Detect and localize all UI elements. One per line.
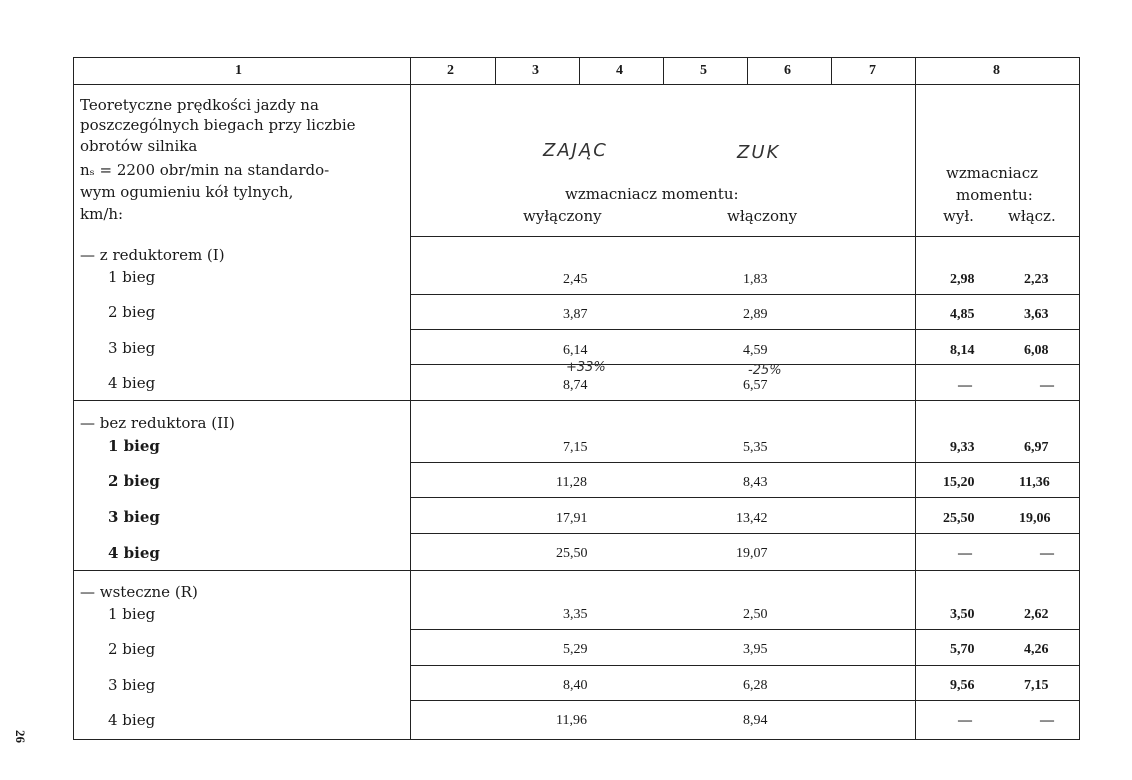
handwritten-percent: -25% [748, 363, 782, 378]
col-number: 1 [235, 63, 242, 78]
col-number: 7 [869, 63, 876, 78]
value-c8-off: — [958, 378, 972, 393]
row-label: 3 bieg [108, 676, 156, 694]
row-label: 1 bieg [108, 605, 156, 623]
row-divider [410, 462, 1080, 463]
col-number: 3 [532, 63, 539, 78]
col-number: 8 [993, 63, 1000, 78]
row-divider [410, 329, 1080, 330]
value-on: 5,35 [743, 440, 768, 455]
value-c8-on: 11,36 [1019, 475, 1050, 490]
value-off: 3,35 [563, 607, 588, 622]
value-c8-off: 9,56 [950, 678, 975, 693]
value-off: 6,14 [563, 343, 588, 358]
value-off: 17,91 [556, 511, 588, 526]
value-on: 2,50 [743, 607, 768, 622]
value-c8-on: — [1040, 378, 1054, 393]
value-c8-off: 8,14 [950, 343, 975, 358]
row-label: 4 bieg [108, 374, 156, 392]
value-on: 4,59 [743, 343, 768, 358]
col-sep [579, 57, 580, 84]
row-divider [410, 665, 1080, 666]
col8-on: włącz. [1008, 207, 1056, 225]
group-title: — bez reduktora (II) [80, 414, 235, 432]
value-c8-off: — [958, 713, 972, 728]
header-bottom [410, 236, 1080, 237]
value-off: 5,29 [563, 642, 588, 657]
row-label: 3 bieg [108, 339, 156, 357]
header-title: wzmacniacz momentu: [565, 185, 739, 203]
group-title: — z reduktorem (I) [80, 246, 225, 264]
value-on: 6,28 [743, 678, 768, 693]
value-c8-off: 3,50 [950, 607, 975, 622]
value-off: 25,50 [556, 546, 588, 561]
row-label: 2 bieg [108, 640, 156, 658]
col-sep [747, 57, 748, 84]
value-c8-on: 2,23 [1024, 272, 1049, 287]
handwritten-percent: +33% [566, 360, 606, 375]
col-number: 6 [784, 63, 791, 78]
description-line: nₛ = 2200 obr/min na standardo- [80, 161, 330, 179]
row-divider [410, 629, 1080, 630]
col8-header: momentu: [956, 186, 1033, 204]
value-c8-off: 9,33 [950, 440, 975, 455]
value-on: 1,83 [743, 272, 768, 287]
row-label: 2 bieg [108, 472, 160, 490]
value-c8-on: 2,62 [1024, 607, 1049, 622]
value-on: 8,94 [743, 713, 768, 728]
value-c8-on: — [1040, 546, 1054, 561]
description-line: Teoretyczne prędkości jazdy na [80, 96, 319, 114]
value-c8-off: 5,70 [950, 642, 975, 657]
value-on: 8,43 [743, 475, 768, 490]
group-title: — wsteczne (R) [80, 583, 198, 601]
value-on: 3,95 [743, 642, 768, 657]
value-c8-on: 3,63 [1024, 307, 1049, 322]
col-sep [663, 57, 664, 84]
header-on: włączony [727, 207, 798, 225]
value-c8-on: 6,97 [1024, 440, 1049, 455]
handwritten-note: ZUK [737, 142, 781, 163]
header-off: wyłączony [523, 207, 602, 225]
value-on: 6,57 [743, 378, 768, 393]
description-line: poszczególnych biegach przy liczbie [80, 116, 356, 134]
value-on: 19,07 [736, 546, 768, 561]
col-number: 5 [700, 63, 707, 78]
value-off: 7,15 [563, 440, 588, 455]
value-c8-off: 15,20 [943, 475, 975, 490]
value-off: 11,96 [556, 713, 587, 728]
value-off: 3,87 [563, 307, 588, 322]
value-c8-on: 7,15 [1024, 678, 1049, 693]
row-divider [410, 533, 1080, 534]
value-c8-off: 4,85 [950, 307, 975, 322]
value-c8-off: 25,50 [943, 511, 975, 526]
value-c8-on: 4,26 [1024, 642, 1049, 657]
row-divider [410, 294, 1080, 295]
row-divider [410, 700, 1080, 701]
col-sep [915, 57, 916, 740]
value-off: 2,45 [563, 272, 588, 287]
row-label: 4 bieg [108, 544, 160, 562]
row-divider [410, 364, 1080, 365]
handwritten-note: ZAJĄC [543, 140, 608, 161]
description-line: obrotów silnika [80, 137, 198, 155]
col8-off: wył. [943, 207, 974, 225]
row-label: 2 bieg [108, 303, 156, 321]
row-label: 1 bieg [108, 437, 160, 455]
value-off: 8,40 [563, 678, 588, 693]
value-c8-off: 2,98 [950, 272, 975, 287]
col-number: 2 [447, 63, 454, 78]
group-divider [73, 400, 1080, 401]
value-on: 2,89 [743, 307, 768, 322]
value-c8-on: 19,06 [1019, 511, 1051, 526]
row-label: 4 bieg [108, 711, 156, 729]
col-sep [831, 57, 832, 84]
page-number: 26 [13, 730, 28, 743]
value-c8-on: 6,08 [1024, 343, 1049, 358]
row-label: 3 bieg [108, 508, 160, 526]
col-sep [410, 57, 411, 740]
description-line: wym ogumieniu kół tylnych, [80, 183, 294, 201]
value-off: 11,28 [556, 475, 587, 490]
row-divider [410, 497, 1080, 498]
value-c8-on: — [1040, 713, 1054, 728]
row-label: 1 bieg [108, 268, 156, 286]
header-divider [73, 84, 1080, 85]
col-number: 4 [616, 63, 623, 78]
value-on: 13,42 [736, 511, 768, 526]
group-divider [73, 570, 1080, 571]
col-sep [495, 57, 496, 84]
value-off: 8,74 [563, 378, 588, 393]
col8-header: wzmacniacz [946, 164, 1039, 182]
description-line: km/h: [80, 205, 124, 223]
value-c8-off: — [958, 546, 972, 561]
